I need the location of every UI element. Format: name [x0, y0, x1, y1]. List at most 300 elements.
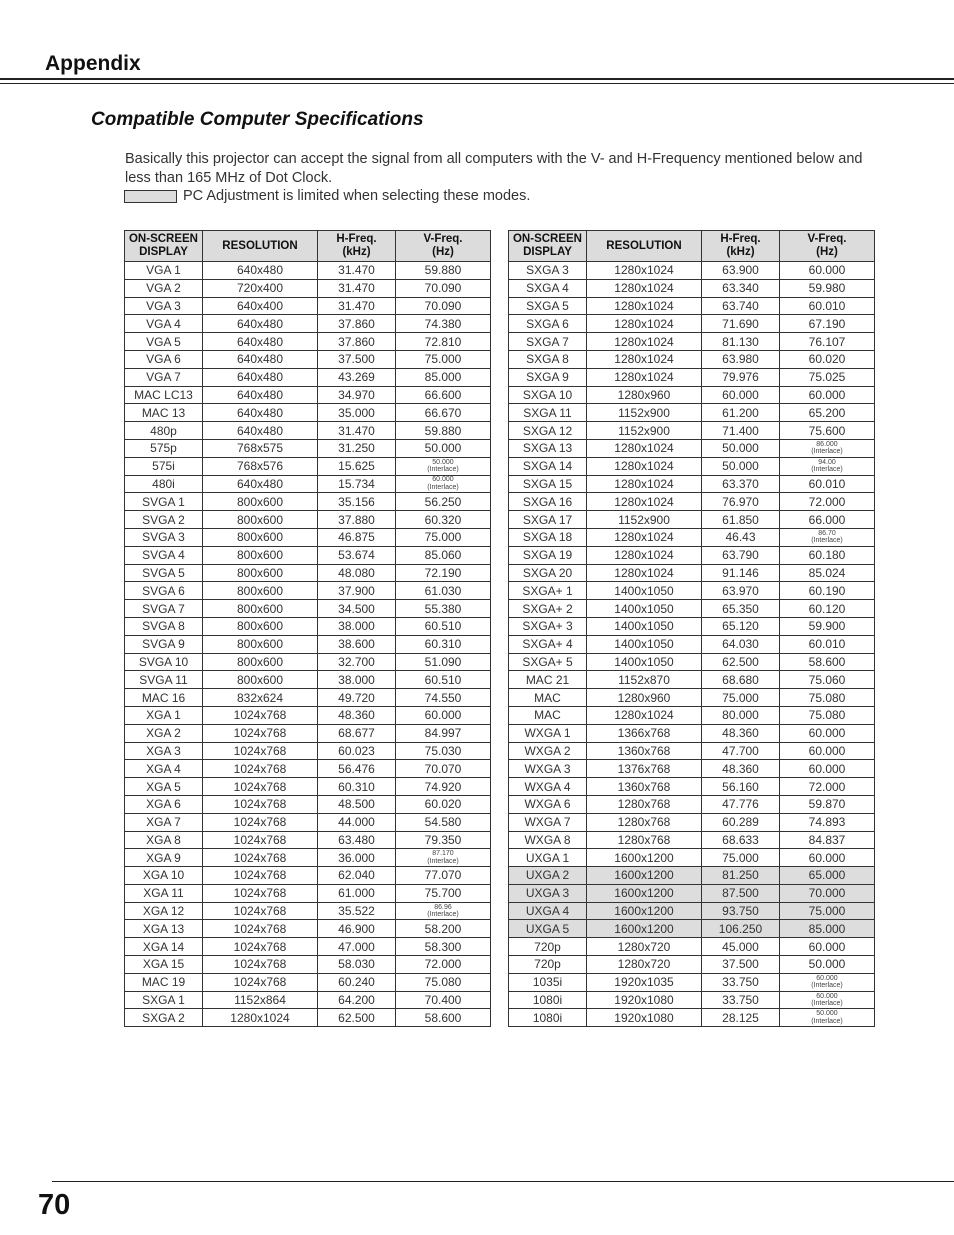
table-row [125, 262, 491, 280]
cell-hfreq: 53.674 [318, 546, 396, 564]
cell-resolution: 800x600 [203, 582, 318, 600]
cell-display: SXGA 17 [509, 511, 587, 529]
table-row [509, 724, 875, 742]
table-row [509, 795, 875, 813]
cell-hfreq: 63.970 [702, 582, 780, 600]
cell-vfreq: 60.000 [780, 724, 875, 742]
cell-hfreq: 28.125 [702, 1009, 780, 1027]
cell-resolution: 1280x960 [587, 386, 702, 404]
cell-display: SXGA 6 [509, 315, 587, 333]
table-row [125, 617, 491, 635]
legend [124, 188, 530, 204]
table-row [509, 582, 875, 600]
cell-resolution: 1152x870 [587, 671, 702, 689]
cell-hfreq: 63.790 [702, 546, 780, 564]
table-row [509, 956, 875, 974]
cell-hfreq: 60.289 [702, 813, 780, 831]
cell-vfreq: 77.070 [396, 867, 491, 885]
cell-display: XGA 7 [125, 813, 203, 831]
legend-text: PC Adjustment is limited when selecting these modes. [183, 188, 531, 204]
cell-display: WXGA 6 [509, 795, 587, 813]
footer-rule [52, 1181, 954, 1182]
cell-resolution: 1024x768 [203, 724, 318, 742]
cell-vfreq: 60.000 [780, 760, 875, 778]
cell-vfreq [396, 849, 491, 867]
cell-resolution: 640x480 [203, 262, 318, 280]
page-heading: Compatible Computer Specifications [91, 109, 424, 130]
cell-vfreq: 70.090 [396, 297, 491, 315]
cell-hfreq: 71.690 [702, 315, 780, 333]
cell-vfreq: 75.060 [780, 671, 875, 689]
cell-resolution: 640x400 [203, 297, 318, 315]
cell-hfreq: 75.000 [702, 849, 780, 867]
cell-resolution: 1400x1050 [587, 635, 702, 653]
cell-resolution: 1280x768 [587, 831, 702, 849]
cell-vfreq: 58.600 [780, 653, 875, 671]
cell-hfreq: 31.470 [318, 279, 396, 297]
cell-hfreq: 87.500 [702, 884, 780, 902]
cell-display: XGA 5 [125, 778, 203, 796]
cell-resolution: 1024x768 [203, 831, 318, 849]
cell-vfreq [396, 902, 491, 920]
cell-vfreq: 65.200 [780, 404, 875, 422]
table-row [125, 546, 491, 564]
table-row [125, 813, 491, 831]
cell-hfreq: 63.900 [702, 262, 780, 280]
cell-display: XGA 8 [125, 831, 203, 849]
table-row [509, 439, 875, 457]
cell-vfreq: 59.980 [780, 279, 875, 297]
cell-vfreq [780, 457, 875, 475]
cell-hfreq: 37.500 [702, 956, 780, 974]
cell-resolution: 640x480 [203, 475, 318, 493]
cell-vfreq: 70.070 [396, 760, 491, 778]
cell-display: 575i [125, 457, 203, 475]
table-row [125, 511, 491, 529]
cell-display: SXGA 1 [125, 991, 203, 1009]
cell-vfreq: 70.400 [396, 991, 491, 1009]
cell-vfreq: 51.090 [396, 653, 491, 671]
table-row [125, 422, 491, 440]
cell-resolution: 1366x768 [587, 724, 702, 742]
cell-display: SXGA 2 [125, 1009, 203, 1027]
vfreq-value: 50.000 [816, 1010, 838, 1018]
table-row [125, 297, 491, 315]
cell-hfreq: 46.43 [702, 528, 780, 546]
cell-hfreq: 80.000 [702, 706, 780, 724]
cell-display: SXGA 3 [509, 262, 587, 280]
interlace-note: (Interlace) [811, 537, 843, 545]
cell-hfreq: 62.040 [318, 867, 396, 885]
cell-hfreq: 56.476 [318, 760, 396, 778]
cell-resolution: 1280x720 [587, 956, 702, 974]
cell-resolution: 1280x960 [587, 689, 702, 707]
cell-resolution: 1280x1024 [587, 350, 702, 368]
vfreq-value: 60.000 [816, 992, 838, 1000]
table-row [509, 902, 875, 920]
cell-display: SXGA 18 [509, 528, 587, 546]
interlace-note: (Interlace) [811, 982, 843, 990]
cell-resolution: 1280x1024 [587, 297, 702, 315]
cell-hfreq: 71.400 [702, 422, 780, 440]
cell-vfreq: 79.350 [396, 831, 491, 849]
table-row [125, 920, 491, 938]
cell-hfreq: 81.130 [702, 333, 780, 351]
col-header-hfreq: H-Freq. (kHz) [702, 231, 780, 262]
cell-resolution: 800x600 [203, 671, 318, 689]
cell-hfreq: 60.240 [318, 973, 396, 991]
cell-hfreq: 63.370 [702, 475, 780, 493]
vfreq-value: 86.70 [818, 529, 836, 537]
cell-resolution: 1024x768 [203, 706, 318, 724]
cell-display: SVGA 7 [125, 600, 203, 618]
table-row [509, 689, 875, 707]
table-row [509, 813, 875, 831]
cell-resolution: 1920x1080 [587, 1009, 702, 1027]
table-row [509, 297, 875, 315]
cell-hfreq: 63.740 [702, 297, 780, 315]
cell-vfreq: 75.080 [780, 706, 875, 724]
cell-vfreq [780, 1009, 875, 1027]
table-row [125, 742, 491, 760]
cell-display: WXGA 3 [509, 760, 587, 778]
table-row [125, 528, 491, 546]
table-row [125, 333, 491, 351]
cell-hfreq: 63.340 [702, 279, 780, 297]
cell-hfreq: 64.030 [702, 635, 780, 653]
vfreq-value: 60.000 [816, 974, 838, 982]
cell-display: SVGA 6 [125, 582, 203, 600]
table-row [509, 546, 875, 564]
cell-resolution: 1280x1024 [587, 546, 702, 564]
cell-hfreq: 91.146 [702, 564, 780, 582]
cell-hfreq: 36.000 [318, 849, 396, 867]
cell-display: UXGA 5 [509, 920, 587, 938]
interlace-note: (Interlace) [427, 466, 459, 474]
cell-hfreq: 60.000 [702, 386, 780, 404]
cell-hfreq: 50.000 [702, 439, 780, 457]
cell-resolution: 1600x1200 [587, 884, 702, 902]
cell-display: 480p [125, 422, 203, 440]
cell-vfreq: 75.000 [396, 528, 491, 546]
cell-resolution: 800x600 [203, 617, 318, 635]
cell-display: XGA 15 [125, 956, 203, 974]
vfreq-value: 87.170 [432, 850, 454, 858]
cell-vfreq: 75.000 [780, 902, 875, 920]
cell-resolution: 1024x768 [203, 973, 318, 991]
cell-display: VGA 2 [125, 279, 203, 297]
cell-hfreq: 46.900 [318, 920, 396, 938]
cell-resolution: 1280x1024 [587, 368, 702, 386]
cell-resolution: 1600x1200 [587, 867, 702, 885]
cell-hfreq: 68.680 [702, 671, 780, 689]
cell-resolution: 640x480 [203, 368, 318, 386]
col-header-hfreq: H-Freq. (kHz) [318, 231, 396, 262]
table-row [509, 564, 875, 582]
cell-hfreq: 37.880 [318, 511, 396, 529]
cell-vfreq: 60.010 [780, 475, 875, 493]
cell-display: XGA 3 [125, 742, 203, 760]
cell-resolution: 1152x864 [203, 991, 318, 1009]
table-row [509, 653, 875, 671]
header-rule-thick [0, 78, 954, 80]
cell-display: SVGA 10 [125, 653, 203, 671]
cell-hfreq: 50.000 [702, 457, 780, 475]
table-row [125, 457, 491, 475]
table-row [125, 1009, 491, 1027]
table-body-right [509, 262, 875, 1027]
cell-vfreq [780, 991, 875, 1009]
cell-vfreq: 58.300 [396, 938, 491, 956]
cell-resolution: 1280x1024 [587, 439, 702, 457]
cell-hfreq: 61.200 [702, 404, 780, 422]
cell-display: WXGA 1 [509, 724, 587, 742]
cell-display: XGA 6 [125, 795, 203, 813]
cell-resolution: 800x600 [203, 564, 318, 582]
cell-display: WXGA 7 [509, 813, 587, 831]
cell-vfreq [396, 475, 491, 493]
table-row [125, 582, 491, 600]
cell-display: 1035i [509, 973, 587, 991]
cell-display: VGA 7 [125, 368, 203, 386]
cell-display: XGA 11 [125, 884, 203, 902]
section-title: Appendix [45, 52, 141, 75]
col-header-resolution: RESOLUTION [587, 231, 702, 262]
cell-resolution: 1280x1024 [587, 706, 702, 724]
cell-display: SXGA+ 1 [509, 582, 587, 600]
cell-resolution: 800x600 [203, 653, 318, 671]
cell-hfreq: 35.000 [318, 404, 396, 422]
table-row [509, 884, 875, 902]
cell-resolution: 1024x768 [203, 867, 318, 885]
table-row [509, 635, 875, 653]
cell-display: 1080i [509, 1009, 587, 1027]
cell-hfreq: 106.250 [702, 920, 780, 938]
cell-resolution: 1280x1024 [587, 333, 702, 351]
cell-hfreq: 31.250 [318, 439, 396, 457]
page-number: 70 [38, 1189, 71, 1221]
cell-hfreq: 76.970 [702, 493, 780, 511]
cell-vfreq: 60.180 [780, 546, 875, 564]
cell-hfreq: 15.625 [318, 457, 396, 475]
cell-vfreq: 76.107 [780, 333, 875, 351]
cell-resolution: 1280x1024 [587, 493, 702, 511]
table-row [509, 262, 875, 280]
table-row [125, 849, 491, 867]
cell-hfreq: 31.470 [318, 297, 396, 315]
cell-resolution: 1400x1050 [587, 617, 702, 635]
cell-hfreq: 48.080 [318, 564, 396, 582]
cell-resolution: 1152x900 [587, 404, 702, 422]
cell-vfreq [780, 439, 875, 457]
cell-resolution: 1280x1024 [587, 457, 702, 475]
cell-resolution: 768x575 [203, 439, 318, 457]
cell-display: UXGA 3 [509, 884, 587, 902]
cell-display: SXGA 19 [509, 546, 587, 564]
table-row [125, 956, 491, 974]
cell-hfreq: 38.000 [318, 617, 396, 635]
table-row [509, 831, 875, 849]
cell-resolution: 1280x1024 [587, 279, 702, 297]
cell-vfreq: 84.837 [780, 831, 875, 849]
table-row [125, 671, 491, 689]
cell-hfreq: 34.500 [318, 600, 396, 618]
cell-resolution: 1024x768 [203, 813, 318, 831]
cell-resolution: 640x480 [203, 386, 318, 404]
legend-swatch [124, 190, 177, 203]
cell-vfreq: 60.510 [396, 671, 491, 689]
table-row [509, 991, 875, 1009]
cell-vfreq: 66.600 [396, 386, 491, 404]
cell-resolution: 640x480 [203, 404, 318, 422]
vfreq-value: 86.000 [816, 440, 838, 448]
col-header-display: ON-SCREEN DISPLAY [509, 231, 587, 262]
cell-vfreq: 60.020 [396, 795, 491, 813]
cell-display: WXGA 8 [509, 831, 587, 849]
table-row [125, 778, 491, 796]
col-header-resolution: RESOLUTION [203, 231, 318, 262]
cell-hfreq: 37.860 [318, 333, 396, 351]
cell-vfreq: 59.880 [396, 422, 491, 440]
cell-display: SXGA 4 [509, 279, 587, 297]
cell-display: UXGA 1 [509, 849, 587, 867]
table-header [509, 231, 875, 262]
table-row [509, 617, 875, 635]
cell-vfreq: 60.310 [396, 635, 491, 653]
table-row [509, 742, 875, 760]
table-row [509, 493, 875, 511]
cell-hfreq: 38.600 [318, 635, 396, 653]
cell-vfreq: 58.600 [396, 1009, 491, 1027]
interlace-note: (Interlace) [811, 448, 843, 456]
cell-vfreq: 85.000 [780, 920, 875, 938]
table-row [509, 404, 875, 422]
cell-display: SXGA 10 [509, 386, 587, 404]
cell-vfreq: 66.670 [396, 404, 491, 422]
cell-hfreq: 38.000 [318, 671, 396, 689]
cell-display: SXGA 13 [509, 439, 587, 457]
cell-display: 720p [509, 938, 587, 956]
cell-vfreq: 72.810 [396, 333, 491, 351]
table-row [125, 493, 491, 511]
table-row [509, 386, 875, 404]
cell-display: VGA 1 [125, 262, 203, 280]
cell-resolution: 800x600 [203, 600, 318, 618]
cell-hfreq: 35.522 [318, 902, 396, 920]
cell-vfreq [780, 528, 875, 546]
table-row [509, 938, 875, 956]
cell-vfreq: 60.320 [396, 511, 491, 529]
table-row [509, 920, 875, 938]
cell-hfreq: 93.750 [702, 902, 780, 920]
cell-display: SXGA 20 [509, 564, 587, 582]
table-header [125, 231, 491, 262]
table-row [509, 528, 875, 546]
intro-text: Basically this projector can accept the signal from all computers with the V- and H-Frequency mentioned below and less than 165 MHz of Dot Clock. [125, 151, 863, 186]
cell-display: MAC [509, 706, 587, 724]
cell-vfreq: 59.880 [396, 262, 491, 280]
cell-vfreq [396, 457, 491, 475]
table-row [125, 279, 491, 297]
table-row [509, 973, 875, 991]
table-row [125, 439, 491, 457]
cell-vfreq: 72.000 [780, 493, 875, 511]
cell-resolution: 1024x768 [203, 884, 318, 902]
table-row [125, 884, 491, 902]
table-row [125, 350, 491, 368]
table-row [125, 564, 491, 582]
cell-vfreq: 59.900 [780, 617, 875, 635]
cell-vfreq: 75.030 [396, 742, 491, 760]
table-row [509, 1009, 875, 1027]
cell-display: WXGA 4 [509, 778, 587, 796]
cell-resolution: 640x480 [203, 315, 318, 333]
table-row [509, 760, 875, 778]
cell-display: 480i [125, 475, 203, 493]
cell-display: UXGA 2 [509, 867, 587, 885]
cell-resolution: 800x600 [203, 635, 318, 653]
table-row [509, 333, 875, 351]
interlace-note: (Interlace) [427, 483, 459, 491]
cell-resolution: 800x600 [203, 493, 318, 511]
header-rule-thin [0, 83, 954, 84]
cell-vfreq: 74.893 [780, 813, 875, 831]
cell-hfreq: 48.500 [318, 795, 396, 813]
cell-resolution: 1400x1050 [587, 653, 702, 671]
cell-vfreq: 60.000 [780, 386, 875, 404]
interlace-note: (Interlace) [811, 1000, 843, 1008]
table-row [125, 760, 491, 778]
cell-resolution: 640x480 [203, 422, 318, 440]
cell-hfreq: 35.156 [318, 493, 396, 511]
cell-hfreq: 48.360 [702, 724, 780, 742]
table-row [509, 600, 875, 618]
cell-resolution: 1280x768 [587, 795, 702, 813]
vfreq-value: 94.00 [818, 458, 836, 466]
cell-display: VGA 6 [125, 350, 203, 368]
cell-vfreq: 75.700 [396, 884, 491, 902]
cell-hfreq: 37.860 [318, 315, 396, 333]
interlace-note: (Interlace) [811, 466, 843, 474]
cell-hfreq: 68.677 [318, 724, 396, 742]
cell-vfreq: 72.000 [396, 956, 491, 974]
cell-vfreq: 50.000 [780, 956, 875, 974]
cell-hfreq: 56.160 [702, 778, 780, 796]
table-row [509, 279, 875, 297]
cell-resolution: 1280x1024 [587, 315, 702, 333]
table-row [125, 724, 491, 742]
table-row [509, 475, 875, 493]
cell-vfreq: 70.090 [396, 279, 491, 297]
cell-hfreq: 46.875 [318, 528, 396, 546]
cell-display: XGA 2 [125, 724, 203, 742]
cell-vfreq: 60.190 [780, 582, 875, 600]
cell-resolution: 768x576 [203, 457, 318, 475]
table-body-left [125, 262, 491, 1027]
cell-display: 1080i [509, 991, 587, 1009]
cell-vfreq: 66.000 [780, 511, 875, 529]
cell-vfreq: 74.920 [396, 778, 491, 796]
cell-display: SXGA+ 4 [509, 635, 587, 653]
cell-vfreq: 70.000 [780, 884, 875, 902]
table-row [125, 386, 491, 404]
cell-hfreq: 61.850 [702, 511, 780, 529]
table-row [125, 706, 491, 724]
cell-vfreq: 54.580 [396, 813, 491, 831]
cell-resolution: 1920x1035 [587, 973, 702, 991]
interlace-note: (Interlace) [427, 911, 459, 919]
cell-resolution: 1152x900 [587, 511, 702, 529]
